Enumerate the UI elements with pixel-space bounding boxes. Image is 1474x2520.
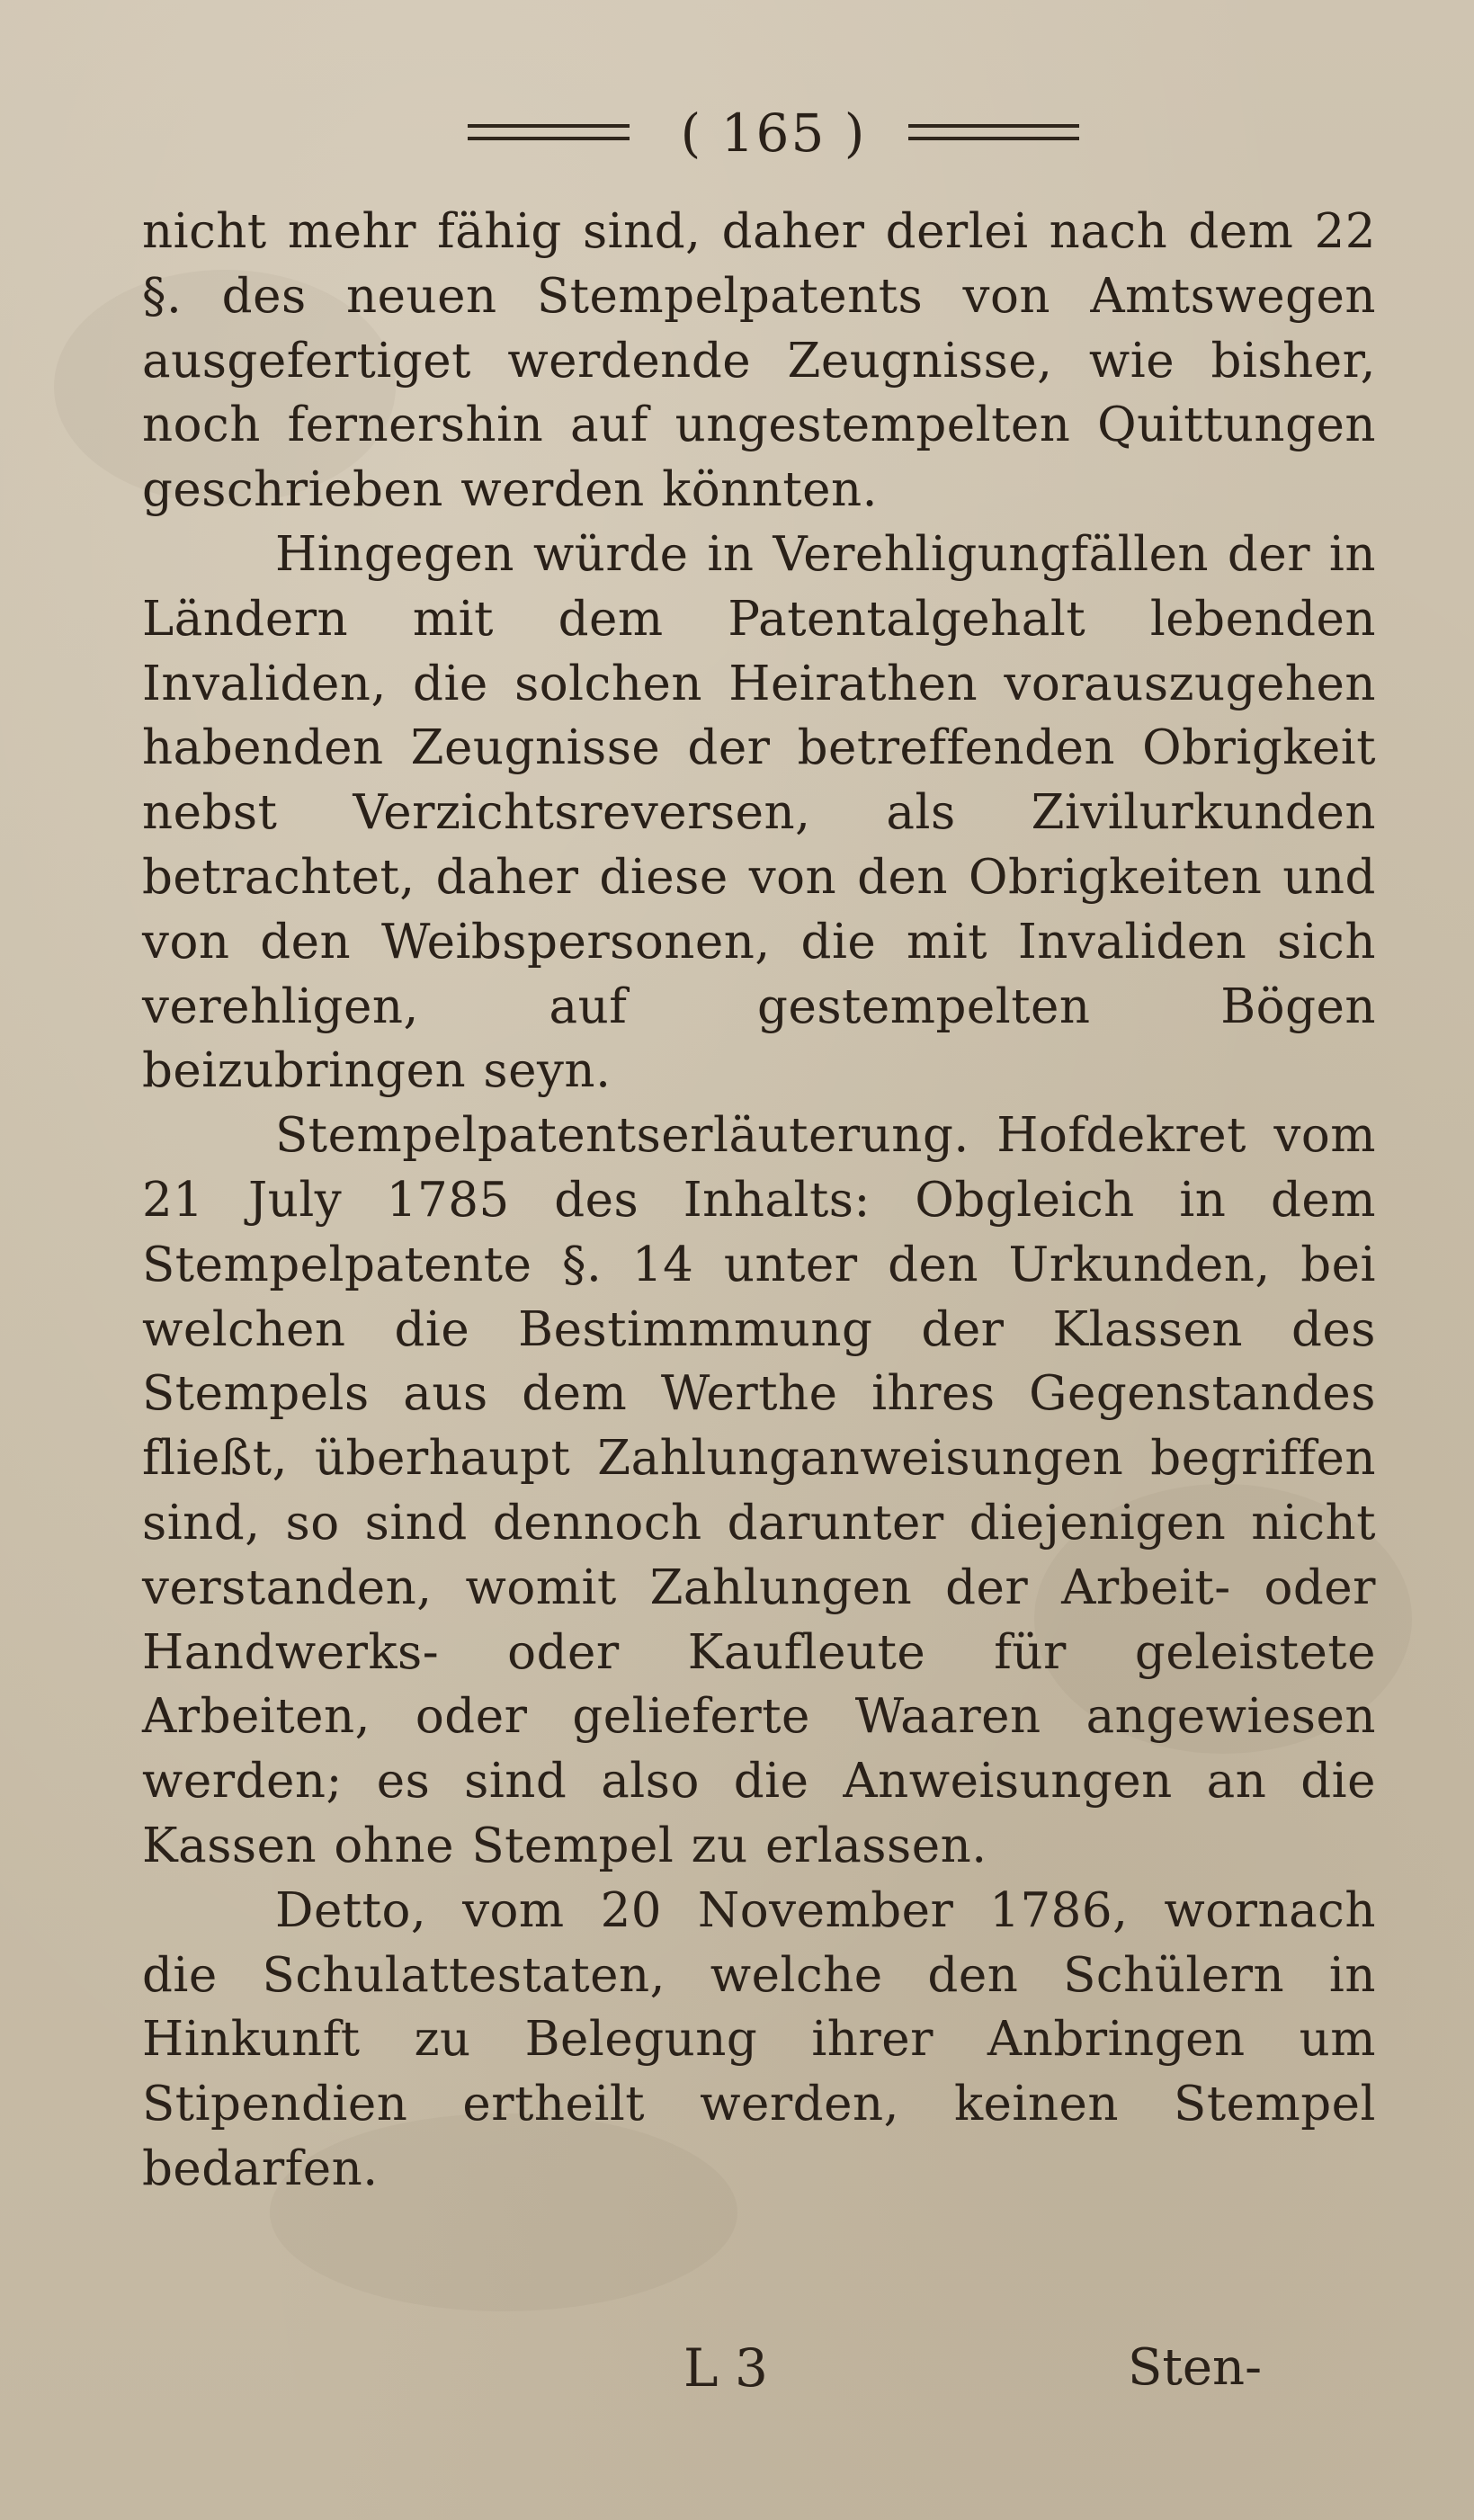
body-text bbox=[142, 200, 1376, 2202]
page-number: ( 165 ) bbox=[680, 103, 867, 164]
paragraph-invaliden: Hingegen würde in Verehligungfällen der in Ländern mit dem Patentalgehalt lebenden Invaliden, die solchen Heirathen vorauszugehen habenden Zeugnisse der betreffenden Obrigkeit nebst Verzichtsreversen, als Zivilurkunden betrachtet, daher diese von den Obrigkeiten und von den Weibspersonen, die mit Invaliden sich verehligen, auf gestempelten Bögen beizubringen seyn. bbox=[142, 526, 1376, 1099]
paragraph-schulattestaten: Detto, vom 20 November 1786, wornach die Schulattestaten, welche den Schülern in Hinkunft zu Belegung ihrer Anbringen um Stipendien ertheilt werden, keinen Stempel bedarfen. bbox=[142, 1882, 1376, 2196]
header-rule-left bbox=[468, 124, 630, 140]
paragraph-stempelpatentserlaeuterung: Stempelpatentserläuterung. Hofdekret vom 21 July 1785 des Inhalts: Obgleich in dem Stempelpatente §. 14 unter den Urkunden, bei welchen die Bestimmmung der Klassen des Stempels aus dem Werthe ihres Gegenstandes fließt, überhaupt Zahlunganweisungen begriffen sind, so sind dennoch darunter diejenigen nicht verstanden, womit Zahlungen der Arbeit- oder Handwerks- oder Kaufleute für geleistete Arbeiten, oder gelieferte Waaren angewiesen werden; es sind also die Anweisungen an die Kassen ohne Stempel zu erlassen. bbox=[142, 1108, 1376, 1873]
signature-mark: L 3 bbox=[683, 2337, 768, 2399]
header-rule-right bbox=[908, 124, 1079, 140]
catchword: Sten- bbox=[1128, 2338, 1262, 2397]
page-header bbox=[0, 97, 1474, 169]
page-footer bbox=[0, 2328, 1474, 2408]
paragraph-continuation: nicht mehr fähig sind, daher derlei nach dem 22 §. des neuen Stempelpatents von Amtswegen ausgefertiget werdende Zeugnisse, wie bisher, noch fernershin auf ungestempelten Quittungen geschrieben werden könnten. bbox=[142, 204, 1376, 518]
